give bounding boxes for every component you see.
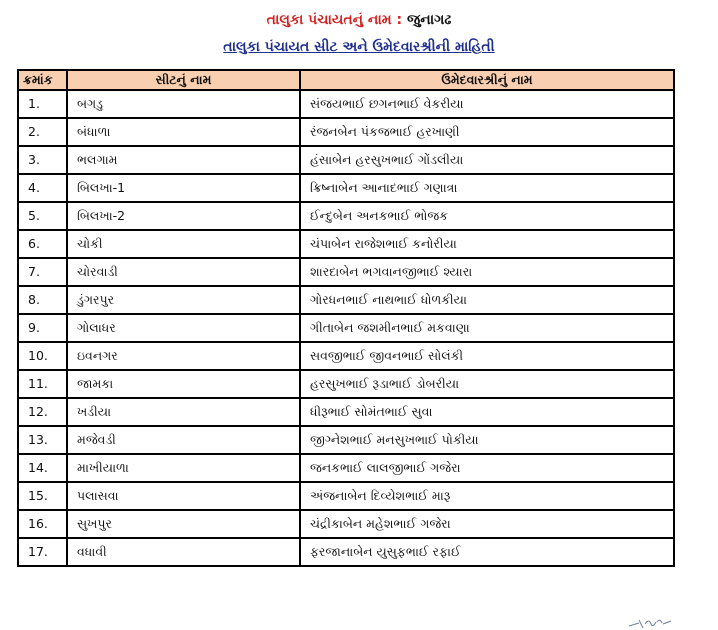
candidate-name-cell: રંજનબેન પંકજભાઈ હરખાણી	[300, 118, 674, 146]
seat-name-cell: પલાસવા	[67, 482, 300, 510]
seat-name-cell: માખીયાળા	[67, 454, 300, 482]
serial-cell: 7.	[18, 258, 67, 286]
table-row	[18, 398, 674, 426]
table-row	[18, 342, 674, 370]
seat-name-cell: બિલખા-2	[67, 202, 300, 230]
seat-name-cell: વધાવી	[67, 538, 300, 566]
candidate-name-cell: ગીતાબેન જશમીનભાઈ મકવાણા	[300, 314, 674, 342]
serial-cell: 16.	[18, 510, 67, 538]
serial-cell: 5.	[18, 202, 67, 230]
seat-name-cell: ઇવનગર	[67, 342, 300, 370]
seat-name-cell: ભલગામ	[67, 146, 300, 174]
column-header-seat: સીટનું નામ	[67, 70, 300, 90]
title-value: જુનાગઢ	[407, 12, 452, 28]
candidate-name-cell: ધીરૂભાઈ સોમંતભાઈ સુવા	[300, 398, 674, 426]
candidate-name-cell: ક્રિષ્નાબેન આનાદભાઈ ગણાત્રા	[300, 174, 674, 202]
serial-cell: 14.	[18, 454, 67, 482]
candidate-name-cell: ઈન્દુબેન અનકભાઈ ભોજક	[300, 202, 674, 230]
seat-name-cell: સુખપુર	[67, 510, 300, 538]
serial-cell: 8.	[18, 286, 67, 314]
serial-cell: 1.	[18, 90, 67, 118]
seat-name-cell: ગોલાધર	[67, 314, 300, 342]
candidate-name-cell: અંજનાબેન દિવ્યેશભાઈ મારૂ	[300, 482, 674, 510]
serial-cell: 11.	[18, 370, 67, 398]
table-row	[18, 118, 674, 146]
seat-name-cell: મજેવડી	[67, 426, 300, 454]
page-title	[0, 10, 718, 30]
candidate-name-cell: ચંદ્રીકાબેન મહેશભાઈ ગજેરા	[300, 510, 674, 538]
table-row	[18, 202, 674, 230]
table-row	[18, 230, 674, 258]
serial-cell: 3.	[18, 146, 67, 174]
seat-name-cell: ચોકી	[67, 230, 300, 258]
table-row	[18, 314, 674, 342]
serial-cell: 13.	[18, 426, 67, 454]
table-row	[18, 90, 674, 118]
table-row	[18, 370, 674, 398]
candidate-name-cell: હરસુખભાઈ રૂડાભાઈ ડોબરીયા	[300, 370, 674, 398]
table-row	[18, 258, 674, 286]
signature-mark	[625, 612, 685, 630]
serial-cell: 4.	[18, 174, 67, 202]
candidate-name-cell: જનકભાઈ લાલજીભાઈ ગજેરા	[300, 454, 674, 482]
candidate-name-cell: હંસાબેન હરસુખભાઈ ગોંડલીયા	[300, 146, 674, 174]
seat-name-cell: જામકા	[67, 370, 300, 398]
serial-cell: 2.	[18, 118, 67, 146]
candidate-name-cell: સવજીભાઈ જીવનભાઈ સોલંકી	[300, 342, 674, 370]
column-header-serial: ક્રમાંક	[18, 70, 67, 90]
candidate-name-cell: ફરજાનાબેન યુસુફભાઈ રફાઈ	[300, 538, 674, 566]
serial-cell: 15.	[18, 482, 67, 510]
seat-name-cell: ડુંગરપુર	[67, 286, 300, 314]
serial-cell: 10.	[18, 342, 67, 370]
title-label: તાલુકા પંચાયતનું નામ :	[266, 12, 403, 28]
table-row	[18, 286, 674, 314]
page-subtitle: તાલુકા પંચાયત સીટ અને ઉમેદવારશ્રીની માહિતી	[223, 39, 495, 55]
seat-name-cell: ચોરવાડી	[67, 258, 300, 286]
table-row	[18, 538, 674, 566]
table-row	[18, 426, 674, 454]
seat-name-cell: બંધાળા	[67, 118, 300, 146]
table-row	[18, 482, 674, 510]
candidate-name-cell: ગોરધનભાઈ નાથભાઈ ધોળકીયા	[300, 286, 674, 314]
column-header-candidate: ઉમેદવારશ્રીનું નામ	[300, 70, 674, 90]
seat-name-cell: બિલખા-1	[67, 174, 300, 202]
candidate-name-cell: જીગ્નેશભાઈ મનસુખભાઈ પોકીયા	[300, 426, 674, 454]
seat-name-cell: ખડીયા	[67, 398, 300, 426]
candidate-name-cell: શારદાબેન ભગવાનજીભાઈ શ્યારા	[300, 258, 674, 286]
table-header-row	[18, 70, 674, 90]
candidate-name-cell: સંજયભાઈ છગનભાઈ વેકરીયા	[300, 90, 674, 118]
candidate-name-cell: ચંપાબેન રાજેશભાઈ કનોરીયા	[300, 230, 674, 258]
seat-name-cell: બગડુ	[67, 90, 300, 118]
serial-cell: 17.	[18, 538, 67, 566]
serial-cell: 6.	[18, 230, 67, 258]
serial-cell: 12.	[18, 398, 67, 426]
table-row	[18, 146, 674, 174]
table-row	[18, 174, 674, 202]
table-row	[18, 510, 674, 538]
candidates-table	[17, 69, 675, 567]
serial-cell: 9.	[18, 314, 67, 342]
table-row	[18, 454, 674, 482]
